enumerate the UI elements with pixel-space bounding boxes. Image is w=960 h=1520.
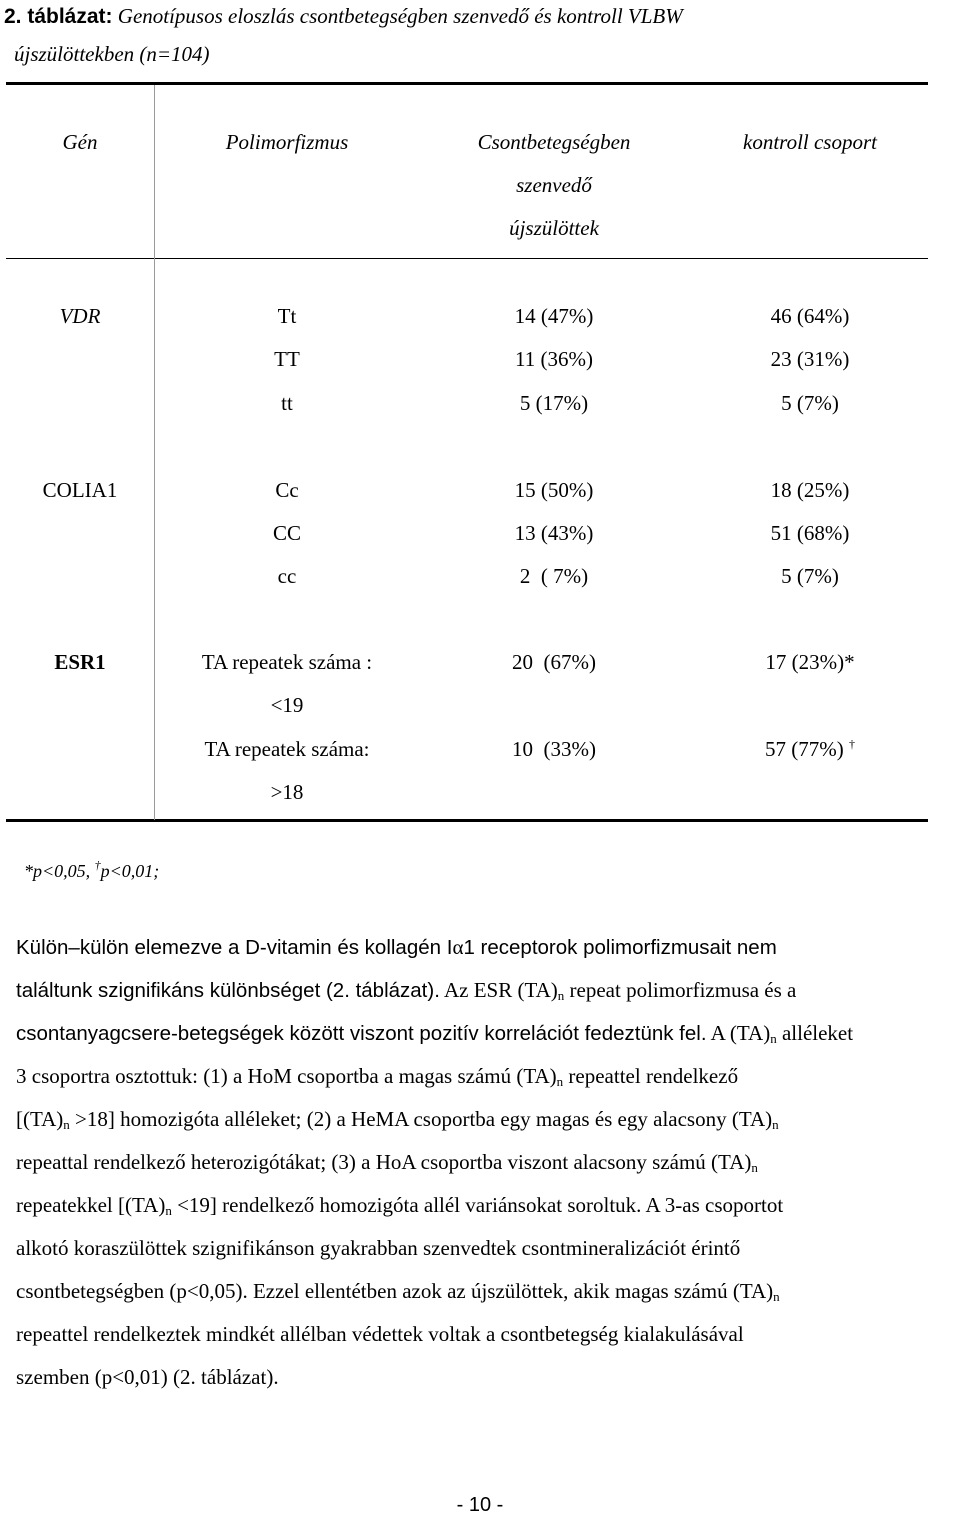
- case-cell: 20 (67%): [512, 650, 596, 674]
- para-line: alkotó koraszülöttek szignifikánson gyakrabban szenvedtek csontmineralizációt érintő: [16, 1236, 741, 1260]
- header-control: kontroll csoport: [743, 130, 877, 154]
- para-line: repeattel rendelkeztek mindkét allélban védettek voltak a csontbetegség kialakulásával: [16, 1322, 744, 1346]
- para-line: repeattal rendelkező heterozigótákat; (3) a HoA csoportba viszont alacsony számú $(TA)_n$: [16, 1150, 758, 1175]
- gene-esr1: ESR1: [54, 650, 106, 674]
- para-line: találtunk szignifikáns különbséget (2. táblázat). Az ESR $(TA)_n$ repeat polimorfizmusa és a: [16, 978, 797, 1003]
- genotype-cell: Cc: [275, 478, 299, 502]
- para-line: $[(TA)_n >18]$ homozigóta alléleket; (2) a HeMA csoportba egy magas és egy alacsony $(TA)_n$: [16, 1107, 779, 1132]
- control-cell: 51 (68%): [770, 521, 850, 545]
- footnote-dagger: †: [94, 858, 101, 872]
- control-cell: 5 (7%): [781, 564, 839, 588]
- genotype-cell-line2: <19: [270, 693, 304, 717]
- control-cell: 18 (25%): [770, 478, 850, 502]
- control-cell: 5 (7%): [781, 391, 839, 415]
- para-line: 3 csoportra osztottuk: (1) a HoM csoportba a magas számú $(TA)_n$ repeattel rendelkező: [16, 1064, 739, 1089]
- control-cell: 23 (31%): [770, 347, 850, 371]
- case-cell: 10 (33%): [512, 737, 596, 761]
- page-number: - 10 -: [456, 1494, 504, 1516]
- table-caption: [4, 0, 683, 33]
- case-cell: 11 (36%): [515, 347, 593, 371]
- case-cell: 14 (47%): [514, 304, 594, 328]
- case-cell: 2 ( 7%): [519, 564, 589, 588]
- genotype-cell: TA repeatek száma :: [201, 650, 373, 674]
- dagger-mark: †: [848, 737, 855, 751]
- control-cell: 17 (23%)*: [765, 650, 855, 674]
- footnote-part2: p<0,01;: [100, 861, 160, 881]
- para-line: szemben (p<0,01) (2. táblázat).: [16, 1365, 279, 1389]
- para-line: csontbetegségben (p<0,05). Ezzel ellentétben azok az újszülöttek, akik magas számú $(TA)_n$: [16, 1279, 780, 1304]
- table-header-rule: [6, 258, 928, 259]
- para-line: Külön–külön elemezve a D-vitamin és kollagén Iα1 receptorok polimorfizmusait nem: [16, 935, 777, 959]
- control-value: 57 (77%): [765, 737, 844, 761]
- gene-colia1: COLIA1: [42, 478, 118, 502]
- para-line: csontanyagcsere-betegségek között viszont pozitív korrelációt fedeztünk fel. A $(TA)_n$ alléleket: [16, 1021, 854, 1046]
- table-title-line1: Genotípusos eloszlás csontbetegségben szenvedő és kontroll VLBW: [112, 4, 683, 28]
- genotype-cell: TT: [274, 347, 300, 371]
- header-case-line2: szenvedő: [516, 173, 592, 197]
- control-cell: [690, 728, 930, 771]
- footnote-part1: *p<0,05,: [24, 861, 95, 881]
- body-paragraph: [16, 926, 956, 1399]
- header-case-line1: Csontbetegségben: [477, 130, 631, 154]
- case-cell: 5 (17%): [519, 391, 589, 415]
- table-column-divider: [154, 85, 155, 820]
- table-bottom-rule: [6, 819, 928, 822]
- header-gene: Gén: [62, 130, 98, 154]
- genotype-cell: cc: [277, 564, 297, 588]
- table-footnote: [24, 856, 159, 886]
- genotype-cell: TA repeatek száma:: [204, 737, 370, 761]
- table-title-line2: újszülöttekben (n=104): [14, 42, 210, 66]
- gene-vdr: VDR: [59, 304, 101, 328]
- case-cell: 15 (50%): [514, 478, 594, 502]
- table-top-rule: [6, 82, 928, 85]
- case-cell: 13 (43%): [514, 521, 594, 545]
- control-cell: 46 (64%): [770, 304, 850, 328]
- para-line: repeatekkel $[(TA)_n <19]$ rendelkező homozigóta allél variánsokat soroltuk. A 3-as csoportot: [16, 1193, 784, 1218]
- genotype-cell: tt: [281, 391, 293, 415]
- table-label: 2. táblázat:: [4, 5, 113, 28]
- genotype-cell-line2: >18: [270, 780, 304, 804]
- genotype-cell: Tt: [277, 304, 297, 328]
- header-polymorphism: Polimorfizmus: [225, 130, 349, 154]
- header-case-line3: újszülöttek: [509, 216, 599, 240]
- genotype-cell: CC: [272, 521, 301, 545]
